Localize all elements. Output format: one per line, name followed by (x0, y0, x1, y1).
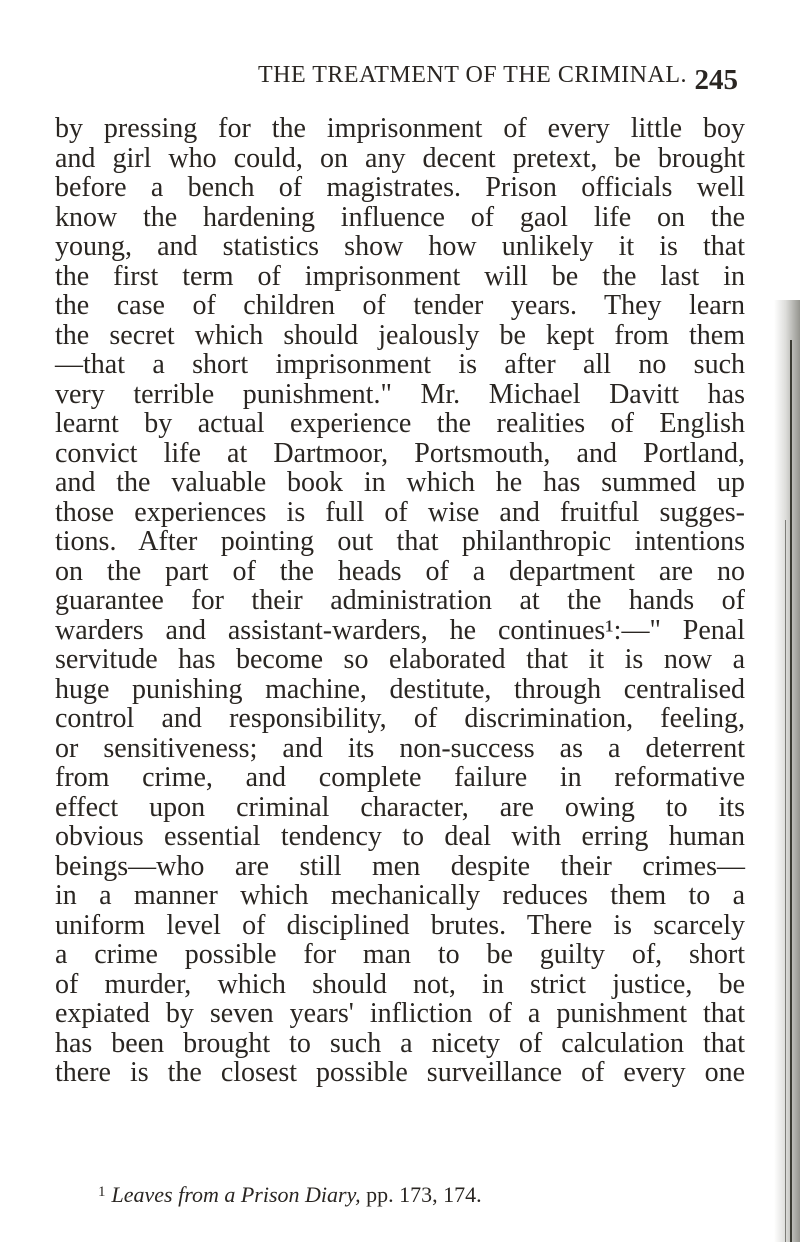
footnote-pages: pp. 173, 174. (360, 1182, 482, 1207)
footnote (98, 1179, 698, 1208)
text-line: uniform level of disciplined brutes. There is scarcely (55, 909, 745, 941)
text-line: the first term of imprisonment will be the last in (55, 260, 745, 292)
text-line: the case of children of tender years. They learn (55, 290, 745, 321)
text-line: and the valuable book in which he has summed up (55, 467, 745, 498)
text-line: the secret which should jealously be kept from them (55, 319, 745, 351)
text-line: those experiences is full of wise and fruitful sugges- (55, 496, 745, 528)
text-line: know the hardening influence of gaol life on the (55, 201, 745, 233)
text-line: huge punishing machine, destitute, through centralised (55, 673, 745, 705)
text-line: before a bench of magistrates. Prison officials well (55, 172, 745, 203)
text-line: effect upon criminal character, are owing to its (55, 791, 745, 823)
body-text (55, 114, 745, 1088)
text-line: in a manner which mechanically reduces them to a (55, 880, 745, 911)
text-line: obvious essential tendency to deal with erring human (55, 821, 745, 852)
text-line: guarantee for their administration at the hands of (55, 585, 745, 616)
page-edge-line (785, 520, 786, 1242)
text-line: learnt by actual experience the realities of English (55, 408, 745, 439)
text-line: control and responsibility, of discrimination, feeling, (55, 703, 745, 734)
page-edge-shadow (774, 300, 800, 1242)
text-line: warders and assistant-warders, he continues¹:—" Penal (55, 614, 745, 646)
text-line: young, and statistics show how unlikely it is that (55, 231, 745, 262)
text-line: expiated by seven years' infliction of a punishment that (55, 998, 745, 1029)
text-line: and girl who could, on any decent pretext, be brought (55, 142, 745, 174)
text-line: convict life at Dartmoor, Portsmouth, and Portland, (55, 437, 745, 469)
text-line: on the part of the heads of a department are no (55, 555, 745, 587)
text-line: beings—who are still men despite their crimes— (55, 850, 745, 882)
page-edge-line (790, 340, 792, 1242)
page-header (258, 62, 738, 96)
text-line: servitude has become so elaborated that it is now a (55, 644, 745, 675)
text-line: by pressing for the imprisonment of every little boy (55, 113, 745, 144)
page-number: 245 (694, 64, 738, 96)
footnote-marker: 1 (98, 1184, 106, 1200)
footnote-source-title: Leaves from a Prison Diary, (111, 1182, 361, 1207)
text-line: of murder, which should not, in strict justice, be (55, 968, 745, 1000)
text-line: or sensitiveness; and its non-success as a deterrent (55, 732, 745, 764)
text-line: a crime possible for man to be guilty of, short (55, 939, 745, 970)
text-line: there is the closest possible surveillance of every one (55, 1057, 745, 1088)
text-line: has been brought to such a nicety of calculation that (55, 1027, 745, 1059)
text-line: very terrible punishment." Mr. Michael Davitt has (55, 378, 745, 410)
text-line: from crime, and complete failure in reformative (55, 762, 745, 793)
running-head: THE TREATMENT OF THE CRIMINAL. (258, 62, 687, 88)
text-line: tions. After pointing out that philanthropic intentions (55, 526, 745, 557)
text-line: —that a short imprisonment is after all no such (55, 349, 745, 380)
